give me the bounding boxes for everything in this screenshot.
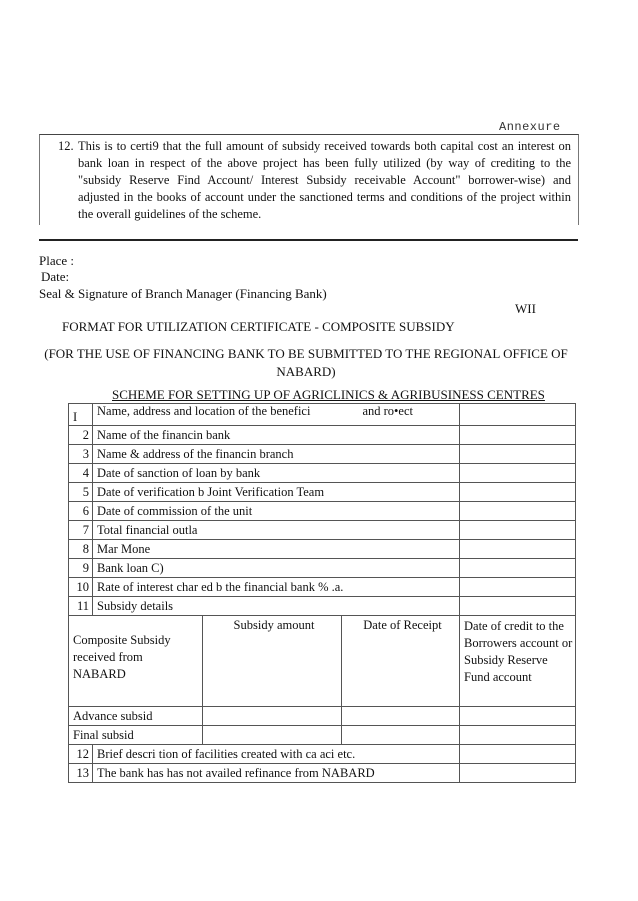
row-label: The bank has has not availed refinance from NABARD — [93, 764, 460, 783]
row-label: Date of verification b Joint Verification Team — [93, 483, 460, 502]
final-subsidy-label: Final subsid — [69, 726, 203, 745]
row-number: 8 — [69, 540, 93, 559]
utilization-form-table — [68, 403, 576, 783]
table-row — [69, 426, 576, 445]
row-label: Subsidy details — [93, 597, 460, 616]
row-value-cell[interactable] — [460, 521, 576, 540]
row-number: 12 — [69, 745, 93, 764]
row-value-cell[interactable] — [460, 502, 576, 521]
table-row — [69, 483, 576, 502]
format-subtitle: (FOR THE USE OF FINANCING BANK TO BE SUBMITTED TO THE REGIONAL OFFICE OF NABARD) — [44, 346, 568, 379]
row-number: 3 — [69, 445, 93, 464]
row-label — [93, 404, 460, 426]
row-label: Rate of interest char ed b the financial bank % .a. — [93, 578, 460, 597]
form-code: WII — [515, 301, 536, 316]
row-label: Total financial outla — [93, 521, 460, 540]
row-number: I — [69, 404, 93, 426]
row-label: Date of sanction of loan by bank — [93, 464, 460, 483]
table-row — [69, 445, 576, 464]
row-number: 10 — [69, 578, 93, 597]
row-label: Mar Mone — [93, 540, 460, 559]
final-credit-cell[interactable] — [460, 726, 576, 745]
final-amount-cell[interactable] — [203, 726, 342, 745]
row-number: 6 — [69, 502, 93, 521]
row-value-cell[interactable] — [460, 578, 576, 597]
table-row — [69, 578, 576, 597]
advance-amount-cell[interactable] — [203, 707, 342, 726]
date-of-credit-header: Date of credit to the Borrowers account or Subsidy Reserve Fund account — [460, 616, 576, 707]
section-divider — [39, 239, 578, 241]
row-number: 9 — [69, 559, 93, 578]
subsidy-header-row — [69, 616, 576, 707]
scheme-title: SCHEME FOR SETTING UP OF AGRICLINICS & AGRIBUSINESS CENTRES — [112, 387, 545, 402]
row-label: Name & address of the financin branch — [93, 445, 460, 464]
advance-subsidy-row — [69, 707, 576, 726]
advance-receipt-cell[interactable] — [342, 707, 460, 726]
row-label: Name of the financin bank — [93, 426, 460, 445]
composite-subsidy-label — [69, 616, 203, 707]
certificate-clause-box — [39, 134, 579, 225]
table-row — [69, 764, 576, 783]
advance-credit-cell[interactable] — [460, 707, 576, 726]
table-row — [69, 521, 576, 540]
row-number: 13 — [69, 764, 93, 783]
row-value-cell[interactable] — [460, 540, 576, 559]
clause-number: 12. — [58, 139, 74, 153]
seal-signature-label: Seal & Signature of Branch Manager (Financing Bank) — [39, 286, 327, 301]
row-value-cell[interactable] — [460, 745, 576, 764]
annexure-label: Annexure — [499, 120, 561, 134]
row-number: 2 — [69, 426, 93, 445]
row-value-cell[interactable] — [460, 559, 576, 578]
final-subsidy-row — [69, 726, 576, 745]
format-title: FORMAT FOR UTILIZATION CERTIFICATE - COMPOSITE SUBSIDY — [62, 319, 455, 334]
row-number: 7 — [69, 521, 93, 540]
row-value-cell[interactable] — [460, 764, 576, 783]
row-number: 5 — [69, 483, 93, 502]
row-value-cell[interactable] — [460, 426, 576, 445]
row-value-cell[interactable] — [460, 404, 576, 426]
row-label-part: Name, address and location of the benefici — [97, 404, 311, 418]
table-row — [69, 745, 576, 764]
table-row — [69, 464, 576, 483]
composite-subsidy-text: Composite Subsidy received from NABARD — [73, 633, 171, 681]
row-label: Date of commission of the unit — [93, 502, 460, 521]
row-label-part: and ro•ect — [362, 404, 413, 418]
table-row — [69, 502, 576, 521]
advance-subsidy-label: Advance subsid — [69, 707, 203, 726]
certificate-clause — [58, 138, 571, 223]
row-value-cell[interactable] — [460, 597, 576, 616]
place-label: Place : — [39, 253, 75, 268]
table-row — [69, 559, 576, 578]
row-label: Brief descri tion of facilities created with ca aci etc. — [93, 745, 460, 764]
row-number: 11 — [69, 597, 93, 616]
date-label: Date: — [41, 269, 70, 284]
subsidy-amount-header: Subsidy amount — [203, 616, 342, 707]
row-value-cell[interactable] — [460, 483, 576, 502]
row-value-cell[interactable] — [460, 464, 576, 483]
table-row — [69, 597, 576, 616]
row-label: Bank loan C) — [93, 559, 460, 578]
row-value-cell[interactable] — [460, 445, 576, 464]
table-row — [69, 404, 576, 426]
final-receipt-cell[interactable] — [342, 726, 460, 745]
date-of-receipt-header: Date of Receipt — [342, 616, 460, 707]
table-row — [69, 540, 576, 559]
row-number: 4 — [69, 464, 93, 483]
clause-text: This is to certi9 that the full amount of subsidy received towards both capital cost an interest on bank loan in respect of the above project has been fully utilized (by way of crediting to the "subsidy Reserve Find Account/ Interest Subsidy receivable Account" borrower-wise) and adjusted in the books of account under the sanctioned terms and conditions of the project within the overall guidelines of the scheme. — [78, 139, 571, 221]
